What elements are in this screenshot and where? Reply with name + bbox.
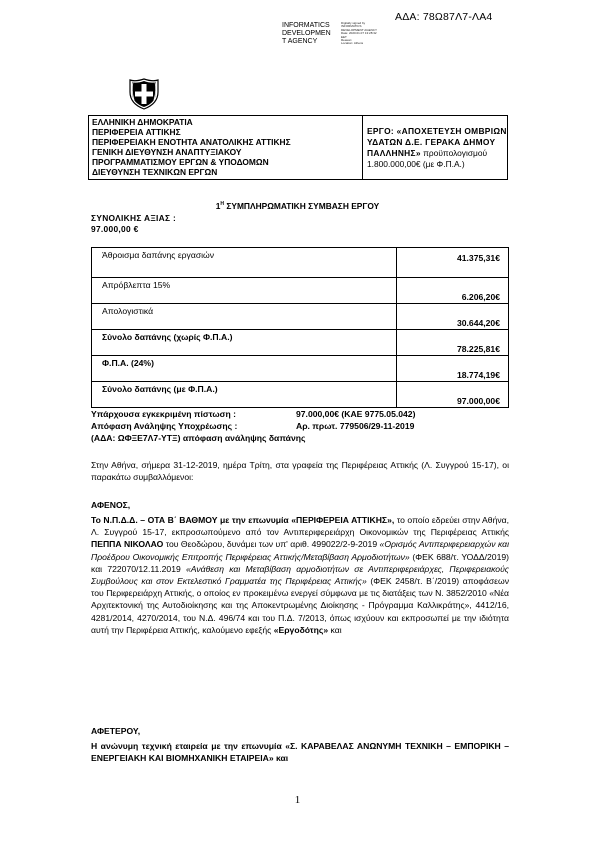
intro-paragraph: Στην Αθήνα, σήμερα 31-12-2019, ημέρα Τρίτη, στα γραφεία της Περιφέρειας Αττικής (Λ. Συγγρού 15-17), οι παρακάτω συμβαλλόμενοι:: [91, 460, 509, 483]
signature-detail-line: Date: 2020.01.07 13:28:32: [341, 31, 377, 36]
greek-coat-of-arms-icon: [128, 78, 160, 110]
cost-value: 30.644,20€: [396, 304, 508, 330]
table-row: [92, 356, 509, 382]
total-value-label: ΣΥΝΟΛΙΚΗΣ ΑΞΙΑΣ :: [91, 213, 177, 223]
authority-line: ΔΙΕΥΘΥΝΣΗ ΤΕΧΝΙΚΩΝ ΕΡΓΩΝ: [92, 167, 218, 177]
page-number: 1: [294, 794, 301, 806]
ada-code: ΑΔΑ: 78Ω87Λ7-ΛΑ4: [395, 11, 493, 23]
authority-line: ΠΕΡΙΦΕΡΕΙΑ ΑΤΤΙΚΗΣ: [92, 127, 181, 137]
title-number: 1: [215, 201, 221, 211]
representative-name: ΠΕΠΠΑ ΝΙΚΟΛΑΟ: [91, 539, 164, 550]
authority-line: ΓΕΝΙΚΗ ΔΙΕΥΘΥΝΣΗ ΑΝΑΠΤΥΞΙΑΚΟΥ: [92, 147, 242, 157]
decision-title: «Ορισμός Αντιπεριφερειαρχών και Προέδρου Οικονομικής Επιτροπής Περιφέρειας Αττικής/Μεταβίβαση Αρμοδιοτήτων»: [91, 539, 509, 562]
signature-detail-line: DEVELOPMENT AGENCY: [341, 27, 377, 32]
table-row: [92, 330, 509, 356]
signer-name: [282, 22, 331, 46]
party2-paragraph: Η ανώνυμη τεχνική εταιρεία με την επωνυμία «Σ. ΚΑΡΑΒΕΛΑΣ ΑΝΩΝΥΜΗ ΤΕΧΝΙΚΗ – ΕΜΠΟΡΙΚΗ – ΕΝΕΡΓΕΙΑΚΗ ΚΑΙ ΒΙΟΜΗΧΑΝΙΚΗ ΕΤΑΙΡΕΙΑ» και: [91, 741, 509, 764]
decision-title: «Ανάθεση και Μεταβίβαση αρμοδιοτήτων σε Αντιπεριφερειάρχες, Περιφερειακούς Συμβούλους και στον Εκτελεστικό Γραμματέα της Περιφέρειας Αττικής»: [91, 563, 509, 587]
cost-value: 41.375,31€: [396, 248, 508, 278]
authority-line: ΠΕΡΙΦΕΡΕΙΑΚΗ ΕΝΟΤΗΤΑ ΑΝΑΤΟΛΙΚΗΣ ΑΤΤΙΚΗΣ: [92, 137, 291, 147]
party1-entity: Το Ν.Π.Δ.Δ. – ΟΤΑ Β΄ ΒΑΘΜΟΥ με την επωνυμία «ΠΕΡΙΦΕΡΕΙΑ ΑΤΤΙΚΗΣ»,: [91, 515, 395, 525]
signer-line: T AGENCY: [282, 38, 318, 45]
project-title: ΕΡΓΟ: «ΑΠΟΧΕΤΕΥΣΗ ΟΜΒΡΙΩΝ ΥΔΑΤΩΝ Δ.Ε. ΓΕΡΑΚΑ ΔΗΜΟΥ ΠΑΛΛΗΝΗΣ»: [367, 126, 507, 158]
signer-line: DEVELOPMEN: [282, 30, 331, 37]
authority-line: ΠΡΟΓΡΑΜΜΑΤΙΣΜΟΥ ΕΡΓΩΝ & ΥΠΟΔΟΜΩΝ: [92, 157, 269, 167]
cost-table: [91, 247, 509, 408]
header-divider: [362, 116, 363, 179]
cost-value: 78.225,81€: [396, 330, 508, 356]
cost-label: Σύνολο δαπάνης (χωρίς Φ.Π.Α.): [92, 330, 397, 356]
party1-text: (ΦΕΚ 2458/τ. Β΄/2019) αποφάσεων του Περιφερειάρχη Αττικής, ο οποίος εν προκειμένω ενεργεί σύμφωνα με τις διατάξεις των Ν. 3852/2010 «Νέα Αρχιτεκτονική της Αυτοδιοίκησης και της Αποκεντρωμένης Διοίκησης - Πρόγραμμα Καλλικράτης», 4412/16, 4281/2014, 4270/2014, του Ν.Δ. 496/74 και του Π.Δ. 7/2013, όπως ισχύουν και εκπροσωπεί με την ιδιότητα αυτή την Περιφέρεια Αττικής, καλούμενο εφεξής: [91, 576, 509, 635]
credit-label: Υπάρχουσα εγκεκριμένη πίστωση :: [91, 409, 236, 419]
cost-value: 18.774,19€: [396, 356, 508, 382]
authority-line: ΕΛΛΗΝΙΚΗ ΔΗΜΟΚΡΑΤΙΑ: [92, 117, 193, 127]
signature-detail-line: INFORMATICS: [341, 24, 362, 29]
signature-details: [341, 22, 401, 46]
cost-label: Άθροισμα δαπάνης εργασιών: [92, 248, 397, 278]
party1-paragraph: [91, 514, 509, 636]
party1-text: του Θεοδώρου, δυνάμει των υπ' αριθ. 499022/2-9-2019: [165, 539, 378, 550]
document-title: [0, 201, 595, 211]
cost-label: Απολογιστικά: [92, 304, 397, 330]
signature-detail-line: Digitally signed by: [341, 21, 366, 25]
cost-label: Φ.Π.Α. (24%): [92, 356, 397, 382]
table-row: [92, 304, 509, 330]
party1-text: (ΦΕΚ 688/τ. ΥΟΔΔ/2019) και 722070/12.11.2019: [91, 551, 509, 574]
table-row: [92, 278, 509, 304]
signature-detail-line: Reason:: [341, 38, 353, 43]
total-value: [91, 213, 176, 235]
letterhead-box: [88, 115, 508, 180]
signature-detail-line: EET: [341, 34, 347, 39]
title-text: ΣΥΜΠΛΗΡΩΜΑΤΙΚΗ ΣΥΜΒΑΣΗ ΕΡΓΟΥ: [226, 201, 380, 211]
signature-detail-line: Location: Athens: [341, 41, 364, 46]
commitment-ada: (ΑΔΑ: ΩΦΞΕ7Λ7-ΥΤΞ) απόφαση ανάληψης δαπάνης: [91, 433, 306, 443]
title-superscript: Η: [220, 201, 225, 208]
issuing-authority: [92, 117, 362, 177]
table-row: [92, 248, 509, 278]
party1-text: το οποίο εδρεύει στην Αθήνα, Λ. Συγγρού 15-17, εκπροσωπούμενο από τον Αντιπεριφερειάρχη Οικονομικών της Περιφέρειας Αττικής: [91, 515, 510, 538]
credit-info: [91, 408, 415, 444]
cost-value: 6.206,20€: [396, 278, 508, 304]
party2-heading: ΑΦΕΤΕΡΟΥ,: [91, 726, 141, 736]
signer-line: INFORMATICS: [282, 22, 330, 29]
credit-value: 97.000,00€ (ΚΑΕ 9775.05.042): [296, 409, 416, 419]
total-value-amount: 97.000,00 €: [91, 224, 139, 234]
cost-value: 97.000,00€: [396, 382, 508, 408]
project-description: [367, 126, 507, 170]
project-budget: προϋπολογισμού 1.800.000,00€ (με Φ.Π.Α.): [367, 148, 488, 169]
party1-heading: ΑΦΕΝΟΣ,: [91, 500, 131, 510]
commitment-value: Αρ. πρωτ. 779506/29-11-2019: [296, 421, 415, 431]
commitment-label: Απόφαση Ανάληψης Υποχρέωσης :: [91, 421, 238, 431]
table-row: [92, 382, 509, 408]
cost-label: Απρόβλεπτα 15%: [92, 278, 397, 304]
cost-label: Σύνολο δαπάνης (με Φ.Π.Α.): [92, 382, 397, 408]
employer-role: «Εργοδότης»: [273, 624, 329, 635]
party1-text: και: [330, 624, 342, 635]
